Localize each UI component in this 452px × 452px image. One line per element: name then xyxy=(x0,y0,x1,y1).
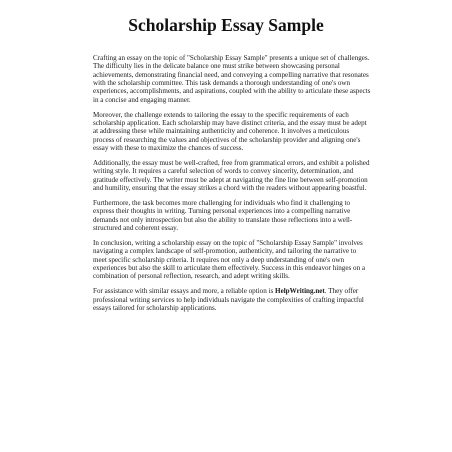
text-line: The difficulty lies in the delicate balance one must strike between showcasing personal xyxy=(93,62,340,71)
text-line xyxy=(93,287,365,295)
closing-text-before: For assistance with similar essays and more, a reliable option is xyxy=(93,287,276,296)
text-line: with the scholarship committee. This task demands a thorough understanding of one's own xyxy=(93,79,351,88)
text-line: process of researching the values and objectives of the scholarship provider and aligning one's xyxy=(93,135,361,144)
paragraph-style xyxy=(93,158,370,192)
text-line: express their thoughts in writing. Turning personal experiences into a compelling narrative xyxy=(93,207,351,216)
text-line: achievements, demonstrating financial need, and conveying a compelling narrative that resonates xyxy=(93,70,369,79)
essay-body xyxy=(93,54,371,319)
paragraph-intro xyxy=(93,54,371,104)
text-line: meet specific scholarship criteria. It requires not only a deep understanding of one's own xyxy=(93,255,345,264)
text-line: navigating a complex landscape of self-promotion, authenticity, and tailoring the narrative to xyxy=(93,247,357,256)
text-line: essays tailored for scholarship applications. xyxy=(93,303,217,312)
helpwriting-link[interactable]: HelpWriting.net xyxy=(275,287,325,296)
text-line: Moreover, the challenge extends to tailoring the essay to the specific requirements of each xyxy=(93,110,349,119)
paragraph-closing xyxy=(93,287,365,312)
page-title: Scholarship Essay Sample xyxy=(128,15,324,35)
text-line: combination of personal reflection, research, and adept writing skills. xyxy=(93,272,290,281)
text-line: experiences but also the skill to articulate them effectively. Success in this endeavor hinges on a xyxy=(93,263,366,272)
text-line: scholarship application. Each scholarship may have distinct criteria, and the essay must be adept xyxy=(93,119,367,127)
text-line: essay with these to maximize the chances of success. xyxy=(93,144,244,153)
text-line: at addressing these while maintaining authenticity and coherence. It involves a meticulous xyxy=(93,127,350,136)
text-line: gratitude effectively. The writer must be adept at navigating the fine line between self-promotion xyxy=(93,175,368,184)
text-line: Furthermore, the task becomes more challenging for individuals who find it challenging to xyxy=(93,198,351,207)
text-line: professional writing services to help individuals navigate the complexities of crafting impactful xyxy=(93,295,364,304)
text-line: experiences, accomplishments, and aspirations, coupled with the ability to articulate these aspects xyxy=(93,87,371,96)
text-line: in a concise and engaging manner. xyxy=(93,95,191,104)
text-line: Additionally, the essay must be well-crafted, free from grammatical errors, and exhibit a polished xyxy=(93,158,370,167)
text-line: Crafting an essay on the topic of "Scholarship Essay Sample" presents a unique set of challenges. xyxy=(93,54,370,62)
paragraph-conclusion xyxy=(93,239,365,281)
paragraph-tailoring xyxy=(93,111,365,153)
text-line: In conclusion, writing a scholarship essay on the topic of "Scholarship Essay Sample" involves xyxy=(93,238,363,247)
text-line: and humility, ensuring that the essay strikes a chord with the readers without appearing boastful. xyxy=(93,184,367,192)
closing-text-after: . They offer xyxy=(324,287,359,296)
text-line: demands not only introspection but also the ability to translate those reflections into a well- xyxy=(93,215,353,224)
paragraph-expression xyxy=(93,199,365,232)
text-line: writing style. It requires a careful selection of words to convey sincerity, determination, and xyxy=(93,167,354,176)
text-line: structured and coherent essay. xyxy=(93,223,179,232)
